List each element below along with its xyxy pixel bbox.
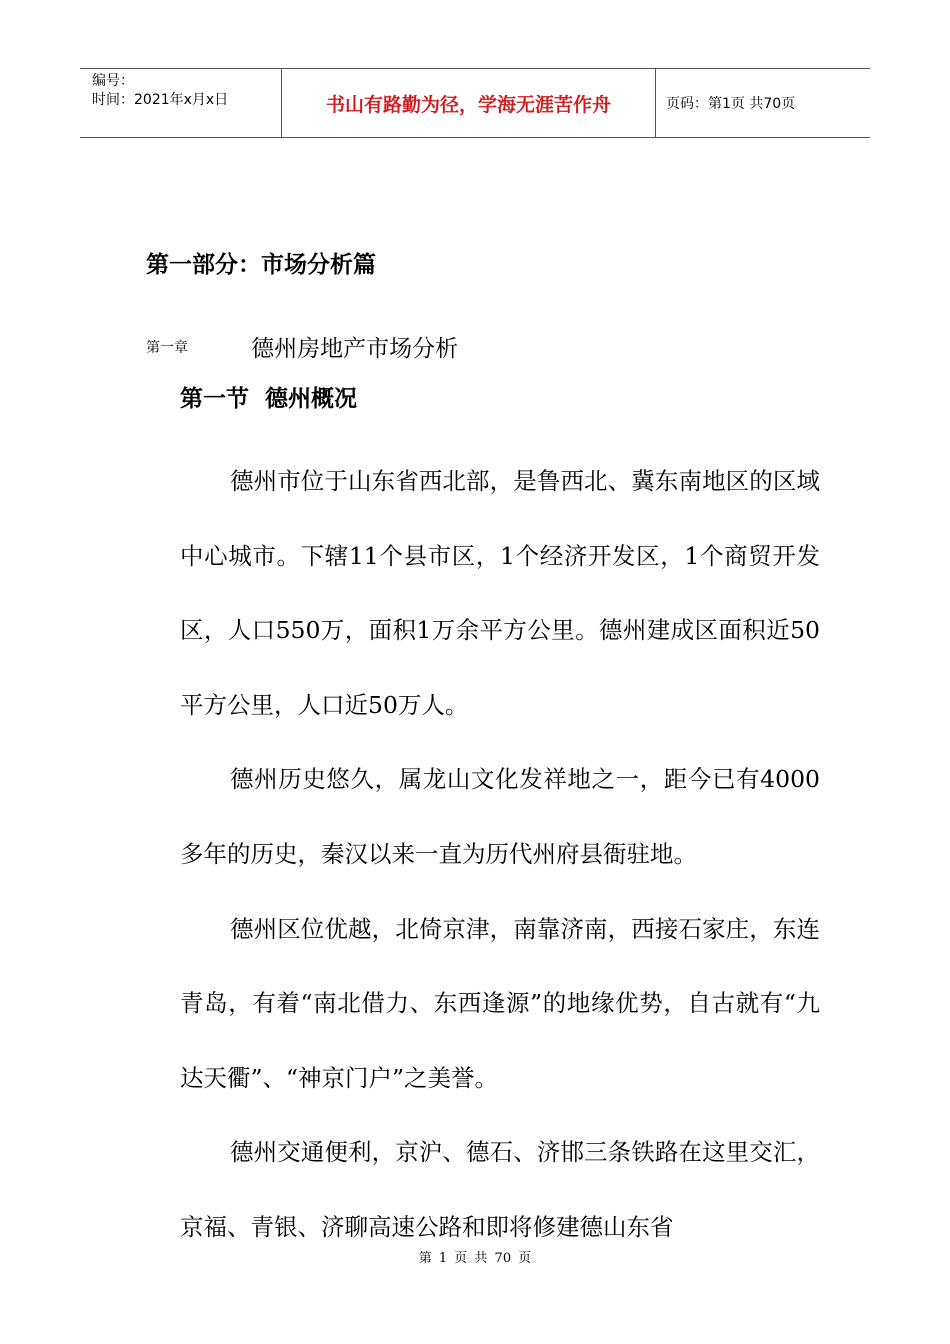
chapter-title: 德州房地产市场分析	[251, 336, 459, 362]
paragraph: 德州市位于山东省西北部，是鲁西北、冀东南地区的区域中心城市。下辖11个县市区，1个经济开发区，1个商贸开发区，人口550万，面积1万余平方公里。德州建成区面积近50平方公里，人口近50万人。	[180, 467, 820, 719]
page-header	[80, 68, 870, 138]
header-page-info: 页码：第1页 共70页	[666, 96, 796, 112]
header-motto: 书山有路勤为径，学海无涯苦作舟	[282, 69, 656, 137]
body-text	[180, 444, 820, 1265]
part-title: 第一部分：市场分析篇	[146, 252, 376, 278]
paragraph: 德州区位优越，北倚京津，南靠济南，西接石家庄，东连青岛，有着“南北借力、东西逢源”的地缘优势，自古就有“九达天衢”、“神京门户”之美誉。	[180, 914, 820, 1092]
paragraph: 德州历史悠久，属龙山文化发祥地之一，距今已有4000多年的历史，秦汉以来一直为历代州府县衙驻地。	[180, 765, 820, 868]
section-title: 第一节 德州概况	[180, 386, 358, 412]
page-footer: 第 1 页 共 70 页	[418, 1251, 532, 1266]
header-meta	[80, 69, 282, 137]
serial-label: 编号：	[92, 73, 134, 89]
time-label: 时间：2021年x月x日	[92, 92, 229, 108]
chapter-number: 第一章	[146, 339, 188, 356]
chapter-heading	[146, 330, 458, 363]
paragraph: 德州交通便利，京沪、德石、济邯三条铁路在这里交汇，京福、青银、济聊高速公路和即将修建德山东省	[180, 1138, 820, 1241]
